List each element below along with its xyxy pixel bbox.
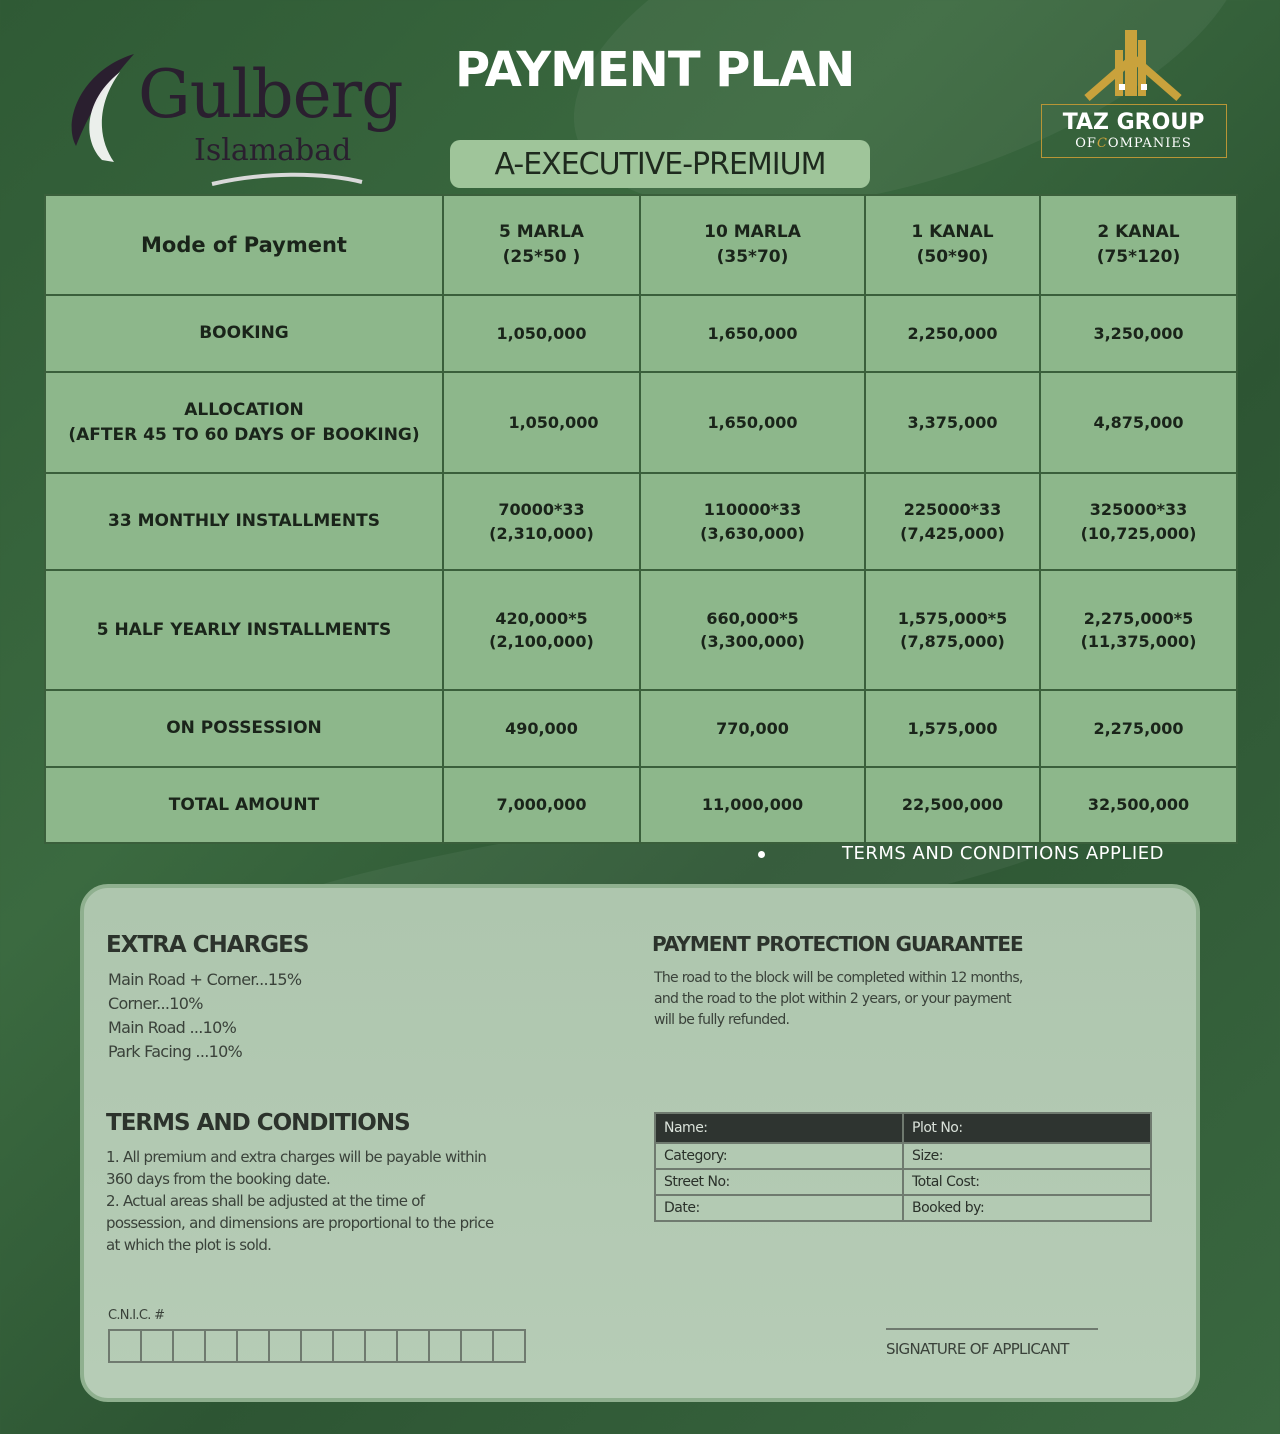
table-cell: 110000*33 (3,630,000) <box>640 473 865 570</box>
cnic-digit-box[interactable] <box>110 1331 142 1361</box>
building-roof-icon <box>1041 28 1226 108</box>
table-cell: 3,375,000 <box>865 372 1040 473</box>
table-cell: 2,275,000 <box>1040 690 1237 767</box>
date-field[interactable]: Date: <box>655 1195 903 1221</box>
extra-charges-heading: EXTRA CHARGES <box>106 932 309 958</box>
cnic-digit-box[interactable] <box>302 1331 334 1361</box>
brand-name: Gulberg <box>138 56 403 133</box>
header-5-marla: 5 MARLA (25*50 ) <box>443 195 640 295</box>
cnic-digit-box[interactable] <box>238 1331 270 1361</box>
cnic-digit-box[interactable] <box>398 1331 430 1361</box>
terms-heading: TERMS AND CONDITIONS <box>106 1110 410 1136</box>
table-row-monthly <box>45 473 1237 570</box>
table-row-possession <box>45 690 1237 767</box>
table-cell: 11,000,000 <box>640 767 865 843</box>
signature-label: SIGNATURE OF APPLICANT <box>886 1340 1069 1358</box>
table-cell: 70000*33 (2,310,000) <box>443 473 640 570</box>
form-row <box>655 1195 1151 1221</box>
list-item: Corner...10% <box>108 994 203 1013</box>
guarantee-text: The road to the block will be completed within 12 months, and the road to the plot within 2 years, or your payment will be fully refunded. <box>654 970 1023 1028</box>
table-cell: 490,000 <box>443 690 640 767</box>
terms-list <box>106 1146 506 1256</box>
cnic-digit-box[interactable] <box>142 1331 174 1361</box>
row-label: 33 MONTHLY INSTALLMENTS <box>45 473 443 570</box>
info-card <box>80 884 1200 1402</box>
table-row-allocation <box>45 372 1237 473</box>
cnic-digit-box[interactable] <box>270 1331 302 1361</box>
name-field[interactable]: Name: <box>655 1113 903 1143</box>
form-row <box>655 1169 1151 1195</box>
table-header-row <box>45 195 1237 295</box>
table-cell: 2,275,000*5 (11,375,000) <box>1040 570 1237 690</box>
list-item: Main Road ...10% <box>108 1018 237 1037</box>
table-cell: 7,000,000 <box>443 767 640 843</box>
terms-applied-note: TERMS AND CONDITIONS APPLIED <box>842 843 1164 864</box>
table-cell: 1,050,000 <box>443 372 640 473</box>
table-cell: 3,250,000 <box>1040 295 1237 372</box>
header-2-kanal: 2 KANAL (75*120) <box>1040 195 1237 295</box>
payment-plan-table <box>44 194 1238 844</box>
taz-name: TAZ GROUP <box>1062 110 1205 135</box>
page-title: PAYMENT PLAN <box>455 42 855 98</box>
cnic-label: C.N.I.C. # <box>108 1308 165 1323</box>
category-field[interactable]: Category: <box>655 1143 903 1169</box>
plot-no-field[interactable]: Plot No: <box>903 1113 1151 1143</box>
row-label: BOOKING <box>45 295 443 372</box>
table-row-booking <box>45 295 1237 372</box>
table-cell: 32,500,000 <box>1040 767 1237 843</box>
extra-charges-list <box>108 968 301 1064</box>
size-field[interactable]: Size: <box>903 1143 1151 1169</box>
table-cell: 1,050,000 <box>443 295 640 372</box>
street-no-field[interactable]: Street No: <box>655 1169 903 1195</box>
guarantee-heading: PAYMENT PROTECTION GUARANTEE <box>652 932 1023 956</box>
cnic-input[interactable] <box>108 1329 526 1363</box>
table-cell: 22,500,000 <box>865 767 1040 843</box>
booked-by-field[interactable]: Booked by: <box>903 1195 1151 1221</box>
total-cost-field[interactable]: Total Cost: <box>903 1169 1151 1195</box>
list-item: 1. All premium and extra charges will be payable within 360 days from the booking date. <box>106 1148 487 1188</box>
table-cell: 1,650,000 <box>640 372 865 473</box>
row-label: ON POSSESSION <box>45 690 443 767</box>
table-cell: 1,575,000 <box>865 690 1040 767</box>
cnic-digit-box[interactable] <box>462 1331 494 1361</box>
bullet-icon <box>758 851 765 858</box>
table-cell: 660,000*5 (3,300,000) <box>640 570 865 690</box>
row-label: 5 HALF YEARLY INSTALLMENTS <box>45 570 443 690</box>
list-item: 2. Actual areas shall be adjusted at the time of possession, and dimensions are proportional to the price at which the plot is sold. <box>106 1192 494 1254</box>
applicant-form <box>654 1112 1152 1222</box>
cnic-digit-box[interactable] <box>334 1331 366 1361</box>
header-10-marla: 10 MARLA (35*70) <box>640 195 865 295</box>
cnic-digit-box[interactable] <box>174 1331 206 1361</box>
cnic-digit-box[interactable] <box>430 1331 462 1361</box>
table-cell: 420,000*5 (2,100,000) <box>443 570 640 690</box>
plan-badge: A-EXECUTIVE-PREMIUM <box>450 140 870 188</box>
table-cell: 770,000 <box>640 690 865 767</box>
table-cell: 4,875,000 <box>1040 372 1237 473</box>
table-cell: 1,650,000 <box>640 295 865 372</box>
list-item: Main Road + Corner...15% <box>108 970 302 989</box>
header-mode-of-payment: Mode of Payment <box>45 195 443 295</box>
row-label: TOTAL AMOUNT <box>45 767 443 843</box>
list-item: Park Facing ...10% <box>108 1042 243 1061</box>
table-row-half-yearly <box>45 570 1237 690</box>
table-cell: 225000*33 (7,425,000) <box>865 473 1040 570</box>
table-cell: 1,575,000*5 (7,875,000) <box>865 570 1040 690</box>
cnic-digit-box[interactable] <box>494 1331 524 1361</box>
table-cell: 2,250,000 <box>865 295 1040 372</box>
table-row-total <box>45 767 1237 843</box>
form-row <box>655 1113 1151 1143</box>
form-row <box>655 1143 1151 1169</box>
taz-group-logo <box>1041 28 1226 158</box>
cnic-digit-box[interactable] <box>206 1331 238 1361</box>
signature-line[interactable] <box>886 1328 1098 1330</box>
table-cell: 325000*33 (10,725,000) <box>1040 473 1237 570</box>
gulberg-logo <box>62 50 422 190</box>
cnic-digit-box[interactable] <box>366 1331 398 1361</box>
taz-subtitle: OFCOMPANIES <box>1075 136 1192 151</box>
brand-city: Islamabad <box>194 133 352 168</box>
row-label: ALLOCATION (AFTER 45 TO 60 DAYS OF BOOKING) <box>45 372 443 473</box>
header-1-kanal: 1 KANAL (50*90) <box>865 195 1040 295</box>
